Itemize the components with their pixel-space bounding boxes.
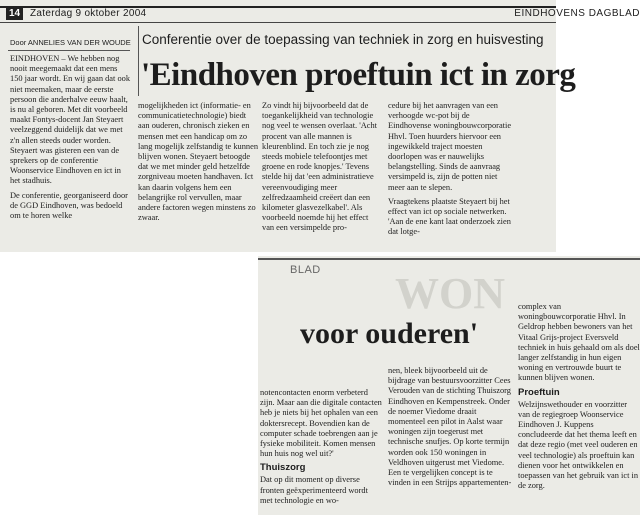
- byline-rule: [8, 50, 130, 51]
- section-fragment: BLAD: [290, 264, 321, 276]
- dateline: Zaterdag 9 oktober 2004: [30, 8, 147, 19]
- article-column-6: [388, 366, 512, 512]
- article-column-5: [260, 388, 382, 512]
- paragraph: notencontacten enorm verbeterd zijn. Maar aan die digitale contacten heb je niets bij het ophalen van een doktersrecept. Bovendien kan de computer schade toebrengen aan je fysieke mobiliteit. Komen mensen hun huis nog wel uit?': [260, 388, 382, 459]
- subhead-proeftuin: Proeftuin: [518, 386, 560, 398]
- bleed-through-text: WON: [395, 269, 505, 318]
- article-column-3: [262, 101, 382, 242]
- paragraph: complex van woningbouwcorporatie Hhvl. In Geldrop hebben bewoners van het Vitaal Grijs-project Eversveld techniek in huis gehaald om als doel langer zelfstandig in hun eigen woning en vertrouwde buurt te kunnen blijven wonen.: [518, 302, 640, 383]
- article-column-4: [388, 101, 514, 242]
- kicker: Conferentie over de toepassing van techniek in zorg en huisvesting: [142, 32, 544, 47]
- article-column-2: [138, 101, 258, 242]
- paragraph: nen, bleek bijvoorbeeld uit de bijdrage van bestuursvoorzitter Cees Verouden van de stichting Thuiszorg Eindhoven en Kempenstreek. Onder de noemer Viedome draait momenteel een pilot in Aalst waar woningen zijn toegerust met technische snufjes. Op korte termijn worden ook 150 woningen in Veldhoven uitgerust met Viedome. Een te vergelijken concept is te vinden in een Strijps appartementen-: [388, 366, 512, 488]
- paragraph: Welzijnswethouder en voorzitter van de regiegroep Woonservice Eindhoven J. Kuppens concludeerde dat het thema leeft en dat deze regio (met veel ouderen en veel technologie) als proeftuin kan dienen voor het ontwikkelen en toepassen van het gebruik van ict in de zorg.: [518, 399, 639, 491]
- column-rule: [138, 26, 139, 96]
- headline-continued: voor ouderen': [300, 317, 479, 350]
- section-name: EINDHOVENS DAGBLAD: [514, 8, 640, 19]
- paragraph: EINDHOVEN – We hebben nog nooit meegemaakt dat een mens 150 jaar wordt. En wij gaan dat ook niet meemaken, maar de eerste persoon die anderhalve eeuw haalt, is nu al geboren. Met dit voorbeeld maakt Fontys-docent Jan Steyaert veelzeggend duidelijk dat we met z'n allen steeds ouder worden. Steyaert was gisteren een van de sprekers op de conferentie Woonservice Eindhoven en ict in het stadhuis.: [10, 54, 131, 186]
- subhead-thuiszorg: Thuiszorg: [260, 462, 306, 474]
- paragraph: cedure bij het aanvragen van een verhoogde wc-pot bij de Eindhovense woningbouwcorporatie Hhvl. Toen huurders hiervoor een ingewikkeld traject moesten doorlopen was er nauwelijks belangstelling. Sinds de aanvraag versimpeld is, zijn de potten niet meer aan te slepen.: [388, 101, 512, 192]
- paragraph: mogelijkheden ict (informatie- en communicatietechnologie) biedt aan ouderen, chronisch zieken en mensen met een handicap om zo lang mogelijk zelfstandig te kunnen blijven wonen. Steyaert betoogde dat we met minder geld hetzelfde zorgniveau moeten handhaven. Ict kan daarin volgens hem een belangrijke rol vervullen, maar andere factoren wegen minstens zo zwaar.: [138, 101, 258, 223]
- paragraph: Vraagtekens plaatste Steyaert bij het effect van ict op sociale netwerken. 'Aan de ene kant laat onderzoek zien dat lotge-: [388, 196, 511, 237]
- paragraph: Zo vindt hij bijvoorbeeld dat de toegankelijkheid van technologie nog veel te wensen overlaat. 'Acht procent van alle mannen is kleurenblind. En toch zie je nog steeds mobiele telefoontjes met groene en rode knopjes.' Tevens stelde hij dat 'een administratieve vereenvoudiging meer zelfredzaamheid creëert dan een kilometer glasvezelkabel'. Als voorbeeld noemde hij het effect van een versimpelde pro-: [262, 101, 377, 233]
- top-rule: [258, 258, 640, 260]
- article-column-7: [518, 302, 640, 512]
- article-column-1: [10, 54, 132, 242]
- headline: 'Eindhoven proeftuin ict in zorg: [141, 57, 576, 93]
- paragraph: De conferentie, georganiseerd door de GGD Eindhoven, was bedoeld om te horen welke: [10, 190, 128, 221]
- paragraph: Dat op dit moment op diverse fronten geëxperimenteerd wordt met technologie en wo-: [260, 475, 368, 505]
- byline: Door ANNELIES VAN DER WOUDE: [10, 38, 131, 47]
- page-number: 14: [6, 8, 23, 20]
